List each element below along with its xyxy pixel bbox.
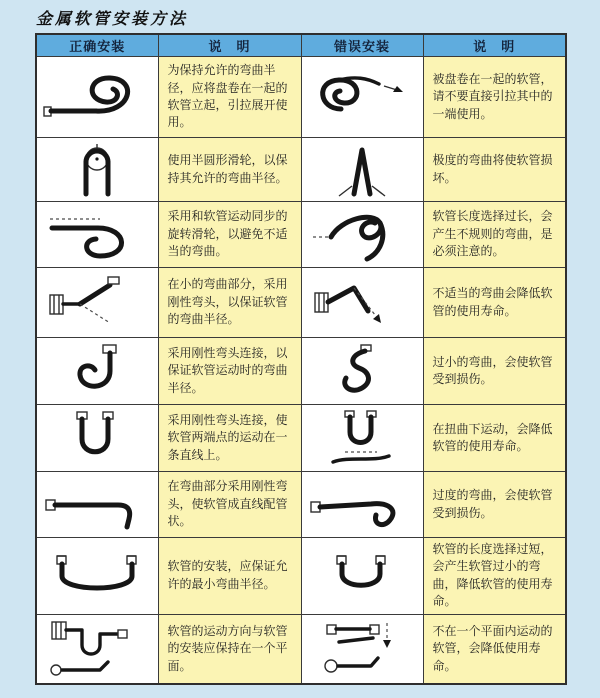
correct-description: 使用半圆形滑轮，以保持其允许的弯曲半径。: [158, 138, 301, 202]
overlong-hose-irregular-bend-icon: [307, 207, 417, 263]
header-correct-install: 正确安装: [36, 34, 158, 57]
wrong-description: 软管的长度选择过短，会产生软管过小的弯曲，降低软管的使用寿命。: [423, 538, 566, 615]
wrong-description: 过小的弯曲，会使软管受到损伤。: [423, 338, 566, 405]
correct-description: 在弯曲部分采用刚性弯头，使软管成直线配管状。: [158, 472, 301, 538]
header-description-left: 说 明: [158, 34, 301, 57]
too-short-hose-tight-u-icon: [307, 548, 417, 604]
wide-u-hose-minimum-bend-radius-icon: [42, 548, 152, 604]
correct-description: 软管的安装，应保证允许的最小弯曲半径。: [158, 538, 301, 615]
installation-table: [35, 33, 567, 685]
rigid-elbow-at-small-bend-icon: [42, 275, 152, 331]
hose-motion-in-one-plane-trap-icon: [42, 618, 152, 680]
correct-description: 在小的弯曲部分，采用刚性弯头，以保证软管的弯曲半径。: [158, 268, 301, 338]
table-row: [36, 338, 566, 405]
correct-image-cell: [36, 138, 158, 202]
header-description-right: 说 明: [423, 34, 566, 57]
rigid-elbow-connection-j-hook-icon: [42, 343, 152, 399]
table-row: [36, 57, 566, 138]
correct-description: 为保持允许的弯曲半径，应将盘卷在一起的软管立起，引拉展开使用。: [158, 57, 301, 138]
too-small-bend-s-curve-icon: [307, 343, 417, 399]
wrong-image-cell: [301, 138, 423, 202]
wrong-image-cell: [301, 405, 423, 472]
correct-image-cell: [36, 472, 158, 538]
wrong-image-cell: [301, 472, 423, 538]
overbent-hose-end-icon: [307, 477, 417, 533]
table-row: [36, 138, 566, 202]
table-row: [36, 614, 566, 684]
correct-image-cell: [36, 202, 158, 268]
table-row: [36, 538, 566, 615]
wrong-image-cell: [301, 338, 423, 405]
hose-motion-out-of-plane-icon: [307, 618, 417, 680]
correct-description: 采用和软管运动同步的旋转滑轮，以避免不适当的弯曲。: [158, 202, 301, 268]
table-row: [36, 472, 566, 538]
correct-image-cell: [36, 405, 158, 472]
correct-image-cell: [36, 538, 158, 615]
page-title: 金属软管安装方法: [36, 9, 189, 28]
wrong-image-cell: [301, 202, 423, 268]
hose-with-synchronous-rotating-pulley-icon: [42, 207, 152, 263]
correct-image-cell: [36, 338, 158, 405]
straight-hose-with-rigid-elbow-icon: [42, 477, 152, 533]
wrong-image-cell: [301, 614, 423, 684]
hose-over-semicircular-pulley-icon: [42, 142, 152, 198]
hose-folded-extreme-bend-icon: [307, 142, 417, 198]
wrong-description: 过度的弯曲，会使软管受到损伤。: [423, 472, 566, 538]
wrong-description: 被盘卷在一起的软管，请不要直接引拉其中的一端使用。: [423, 57, 566, 138]
correct-description: 采用刚性弯头连接，以保证软管运动时的弯曲半径。: [158, 338, 301, 405]
coiled-hose-stood-up-and-unrolled-icon: [42, 67, 152, 127]
wrong-image-cell: [301, 57, 423, 138]
table-row: [36, 202, 566, 268]
correct-image-cell: [36, 268, 158, 338]
correct-description: 采用刚性弯头连接，使软管两端点的运动在一条直线上。: [158, 405, 301, 472]
coiled-hose-end-pulled-directly-icon: [307, 67, 417, 127]
improper-bend-at-connector-icon: [307, 275, 417, 331]
wrong-description: 软管长度选择过长，会产生不规则的弯曲，是必须注意的。: [423, 202, 566, 268]
correct-image-cell: [36, 614, 158, 684]
table-row: [36, 268, 566, 338]
u-hose-ends-on-straight-line-icon: [42, 410, 152, 466]
u-hose-twisted-motion-icon: [307, 410, 417, 466]
table-header-row: [36, 34, 566, 57]
wrong-description: 极度的弯曲将使软管损坏。: [423, 138, 566, 202]
wrong-description: 在扭曲下运动，会降低软管的使用寿命。: [423, 405, 566, 472]
wrong-image-cell: [301, 268, 423, 338]
table-row: [36, 405, 566, 472]
header-wrong-install: 错误安装: [301, 34, 423, 57]
wrong-image-cell: [301, 538, 423, 615]
correct-image-cell: [36, 57, 158, 138]
correct-description: 软管的运动方向与软管的安装应保持在一个平面。: [158, 614, 301, 684]
wrong-description: 不适当的弯曲会降低软管的使用寿命。: [423, 268, 566, 338]
wrong-description: 不在一个平面内运动的软管，会降低使用寿命。: [423, 614, 566, 684]
